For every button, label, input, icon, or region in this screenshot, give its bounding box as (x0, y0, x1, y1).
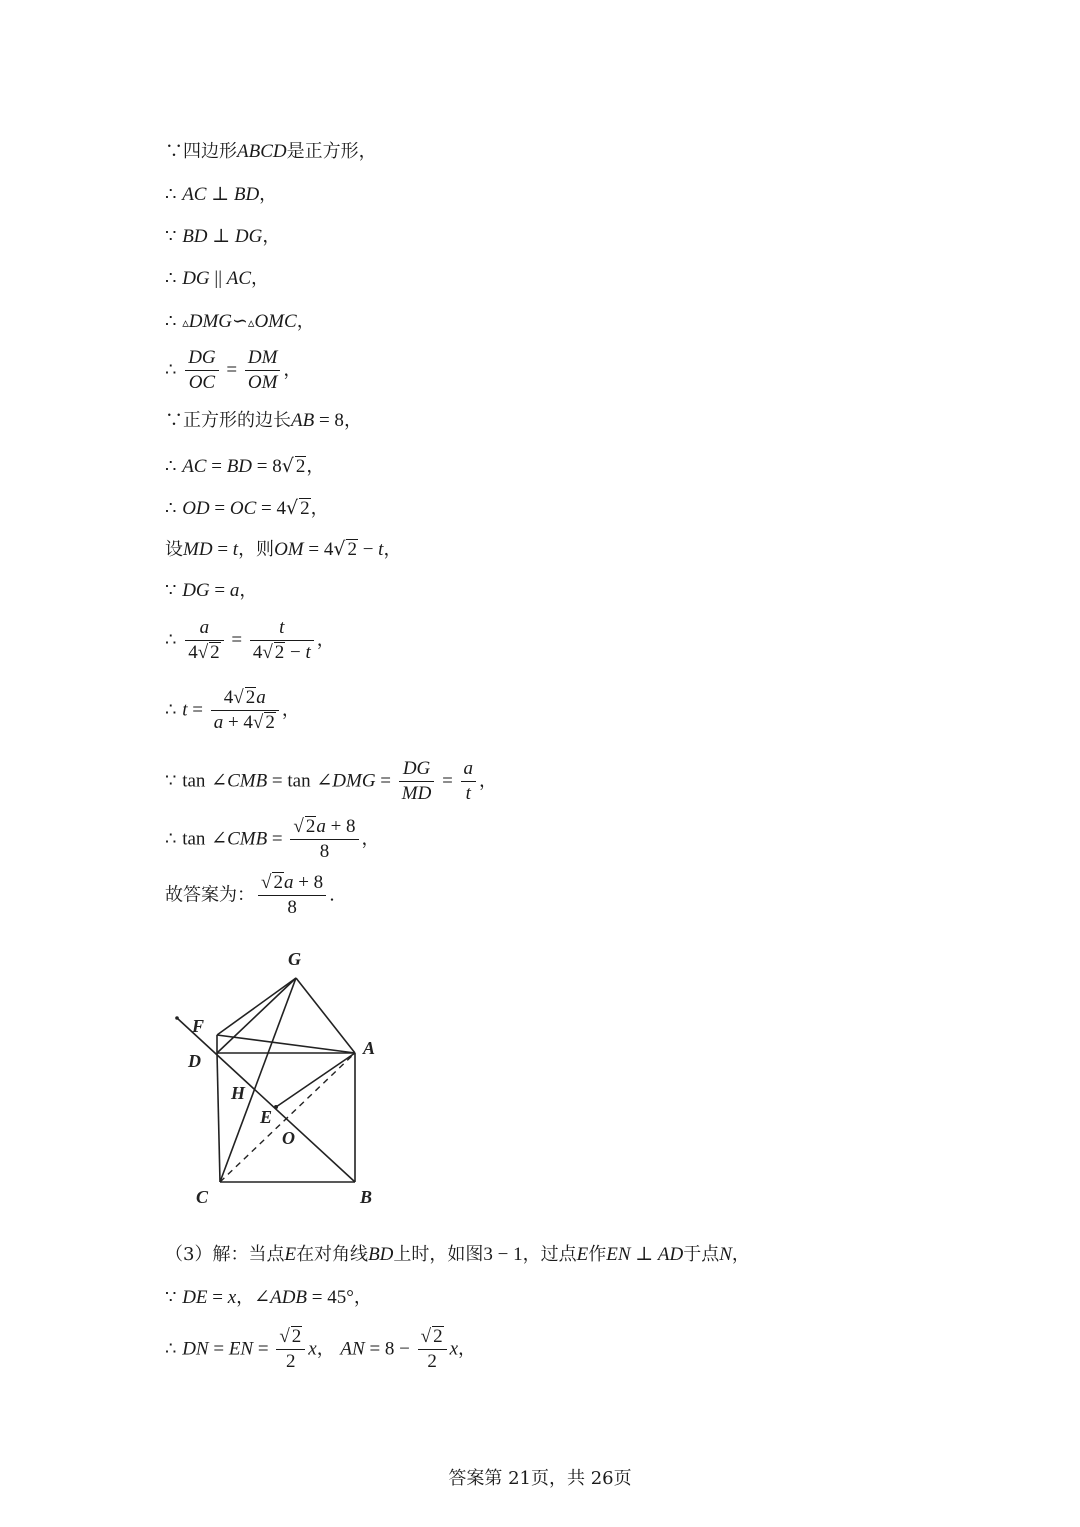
math-op: = (375, 770, 396, 792)
math-var: x (449, 1338, 459, 1360)
line-17 (165, 1243, 750, 1267)
math-var: BD (233, 184, 260, 205)
line-9 (165, 496, 329, 521)
line-11 (165, 579, 257, 603)
math-op: = (253, 1338, 274, 1360)
radical-sign: √ (285, 497, 299, 519)
numerator (258, 871, 326, 896)
math-var: EN (228, 1338, 254, 1360)
text: 是正方形， (286, 141, 377, 162)
text: 上时，如图 (393, 1244, 484, 1265)
therefore-symbol: ∴ (165, 498, 177, 519)
radicand: 2 (295, 456, 306, 477)
math-op: = 4 (303, 539, 334, 560)
math-var: OC (229, 498, 257, 519)
text: 设 (165, 539, 183, 560)
point-F (175, 1016, 179, 1020)
math-var: DG (182, 580, 210, 601)
math-op: = (207, 1287, 228, 1308)
text: ， (310, 498, 329, 519)
text: ， (458, 1338, 477, 1360)
math-var: DG (234, 226, 263, 247)
line-5 (165, 310, 315, 335)
line-13 (165, 686, 300, 735)
math-var: t (232, 539, 239, 560)
math-var: DN (182, 1338, 209, 1360)
math-op: = (267, 828, 288, 850)
math-op: = 4 (256, 498, 286, 519)
therefore-symbol: ∴ (165, 828, 177, 850)
math-op: ⊥ (207, 226, 235, 247)
math-var: OM (274, 539, 304, 560)
segment-GF (217, 978, 296, 1035)
math-var: t (182, 699, 188, 721)
radical-sign: √ (279, 1326, 290, 1347)
fraction (399, 757, 435, 806)
numerator: DG (399, 757, 435, 782)
fraction (258, 871, 326, 920)
math-var: DMG (332, 770, 376, 792)
text: ，过点 (522, 1244, 577, 1265)
math-op: + 4 (223, 712, 253, 733)
math-var: AC (226, 268, 252, 289)
angle-symbol: ∠ (211, 770, 228, 792)
numerator: a (185, 616, 223, 641)
radicand: 2 (274, 642, 285, 663)
label-D: D (188, 1051, 201, 1071)
radicand: 2 (433, 1326, 443, 1347)
line-12 (165, 616, 335, 665)
radicand: 2 (305, 816, 316, 837)
line-14 (165, 757, 497, 806)
math-var: a (213, 712, 224, 733)
angle-symbol: ∠ (316, 770, 333, 792)
text: ， (479, 770, 498, 792)
math-op: + 8 (293, 872, 324, 893)
because-symbol: ∵ (165, 770, 177, 792)
denominator: t (465, 783, 471, 804)
text: ， (343, 410, 362, 431)
fraction (211, 686, 279, 735)
radical-sign: √ (197, 642, 209, 663)
tan-function: tan (182, 828, 206, 850)
because-symbol: ∵ (165, 580, 177, 601)
math-var: t (378, 539, 384, 560)
denominator: 2 (427, 1351, 437, 1372)
radical-sign: √ (262, 642, 273, 663)
text: 在对角线 (296, 1244, 369, 1265)
segment-FB (177, 1018, 355, 1182)
math-var: x (227, 1287, 237, 1308)
math-var: a (229, 580, 240, 601)
triangle-symbol: ▵ (182, 315, 189, 330)
tan-function: tan (287, 770, 311, 792)
label-C: C (196, 1187, 209, 1207)
line-7 (165, 409, 362, 433)
text: ， (731, 1244, 750, 1265)
because-symbol: ∵ (165, 410, 183, 431)
segment-GD (217, 978, 296, 1053)
because-symbol: ∵ (165, 1287, 177, 1308)
tan-function: tan (182, 770, 206, 792)
radical-sign: √ (252, 712, 264, 733)
text: ， (251, 268, 270, 289)
radicand: 2 (300, 498, 310, 519)
fraction (185, 616, 223, 665)
text: 正方形的边长 (183, 410, 291, 431)
text: ， (259, 184, 278, 205)
math-var: AN (340, 1338, 365, 1360)
denominator (185, 641, 223, 665)
text: ， (281, 699, 300, 721)
label-A: A (363, 1038, 376, 1058)
segment-GA (296, 978, 355, 1053)
therefore-symbol: ∴ (165, 629, 177, 651)
segment-GC (220, 978, 296, 1182)
math-op: − (357, 539, 379, 560)
radicand: 2 (210, 642, 220, 663)
page-footer: 答案第 21页，共 26页 (448, 1468, 632, 1489)
therefore-symbol: ∴ (165, 1338, 177, 1360)
math-var: OD (182, 498, 210, 519)
text: ， (296, 311, 315, 332)
math-op: = (209, 498, 230, 519)
math-op: = (187, 699, 208, 721)
math-var: DG (182, 268, 210, 289)
because-symbol: ∵ (165, 141, 183, 162)
math-var: a (256, 687, 266, 708)
line-19 (165, 1325, 476, 1374)
text: ， (316, 1338, 335, 1360)
coef: 4 (223, 687, 234, 708)
angle-symbol: ∠ (211, 828, 228, 850)
line-8 (165, 454, 324, 479)
math-var: a (283, 872, 294, 893)
math-var: x (308, 1338, 317, 1360)
math-op: − (285, 642, 306, 663)
math-var: CMB (227, 770, 268, 792)
triangle-symbol: ▵ (247, 315, 255, 330)
coef: 4 (188, 642, 198, 663)
text: ， (236, 1287, 255, 1308)
similar-symbol: ∽ (232, 311, 248, 332)
text: . (329, 884, 335, 906)
radical-sign: √ (261, 872, 272, 893)
numerator: DM (245, 346, 281, 371)
fraction (418, 1325, 447, 1374)
label-F: F (192, 1016, 205, 1036)
radicand: 2 (273, 872, 283, 893)
numerator (276, 1325, 305, 1350)
math-var: ABCD (237, 141, 287, 162)
math-op: = (212, 539, 233, 560)
math-op: = 8 − (364, 1338, 415, 1360)
radicand: 2 (245, 687, 256, 708)
radical-sign: √ (233, 687, 244, 708)
math-op: = (437, 770, 458, 792)
segment-AE (276, 1053, 355, 1107)
text: 于点 (683, 1244, 720, 1265)
therefore-symbol: ∴ (165, 311, 177, 332)
math-op: = (267, 770, 288, 792)
math-op: || (209, 268, 227, 289)
math-var: N (719, 1244, 732, 1265)
fraction (276, 1325, 305, 1374)
math-op: = 8 (314, 410, 344, 431)
numerator (290, 815, 358, 840)
line-6 (165, 346, 301, 395)
text: 四边形 (183, 141, 237, 162)
because-symbol: ∵ (165, 226, 177, 247)
geometry-figure (160, 940, 400, 1220)
fraction (250, 616, 314, 665)
label-H: H (231, 1083, 246, 1103)
fraction (185, 346, 218, 395)
math-op: ⊥ (206, 184, 234, 205)
math-var: AC (182, 184, 207, 205)
denominator: MD (401, 783, 432, 804)
line-10 (165, 537, 401, 562)
text: ，则 (238, 539, 275, 560)
math-op: = (226, 629, 247, 651)
therefore-symbol: ∴ (165, 268, 177, 289)
numerator: a (461, 757, 477, 782)
math-var: BD (182, 226, 208, 247)
label-O: O (282, 1128, 295, 1148)
radical-sign: √ (293, 816, 304, 837)
denominator: 8 (287, 897, 297, 918)
math-var: BD (368, 1244, 394, 1265)
math-var: AB (291, 410, 315, 431)
radical-sign: √ (420, 1326, 432, 1347)
math-var: a (316, 816, 326, 837)
radicand: 2 (291, 1326, 302, 1347)
numerator (418, 1325, 447, 1350)
text: ， (239, 580, 258, 601)
label-E: E (260, 1107, 273, 1127)
math-op: ⊥ (630, 1244, 658, 1265)
math-op: = 45° (307, 1287, 354, 1308)
text: ， (306, 456, 325, 477)
numerator (211, 686, 279, 711)
label-B: B (360, 1187, 373, 1207)
math-var: ADB (270, 1287, 308, 1308)
math-var: E (284, 1244, 297, 1265)
text: ， (262, 226, 281, 247)
text: 故答案为： (165, 884, 255, 906)
line-3 (165, 225, 280, 249)
denominator: OC (188, 372, 216, 393)
math-var: MD (183, 539, 213, 560)
angle-symbol: ∠ (254, 1287, 271, 1308)
text: ， (361, 828, 380, 850)
radical-sign: √ (333, 538, 346, 560)
denominator: OM (247, 372, 278, 393)
radicand: 2 (347, 539, 357, 560)
label-G: G (288, 949, 301, 969)
math-var: AC (182, 456, 207, 477)
text: ， (383, 539, 402, 560)
math-op: + 8 (325, 816, 356, 837)
math-var: t (305, 642, 311, 663)
math-var: AD (657, 1244, 684, 1265)
therefore-symbol: ∴ (165, 359, 177, 381)
line-1 (165, 140, 377, 164)
text: 作 (588, 1244, 607, 1265)
text: （3）解：当点 (165, 1244, 285, 1265)
text: ， (353, 1287, 372, 1308)
denominator: 2 (286, 1351, 296, 1372)
denominator (211, 711, 279, 735)
math-op: = 8 (252, 456, 282, 477)
coef: 4 (252, 642, 263, 663)
line-4 (165, 267, 269, 291)
radical-sign: √ (281, 455, 294, 477)
math-var: OMC (254, 311, 297, 332)
denominator (250, 641, 314, 665)
math-var: DE (182, 1287, 208, 1308)
denominator: 8 (319, 841, 330, 862)
numerator: DG (185, 346, 218, 371)
fraction (245, 346, 281, 395)
therefore-symbol: ∴ (165, 699, 177, 721)
math-var: BD (226, 456, 253, 477)
line-2 (165, 183, 277, 207)
figure-number: 3 − 1 (483, 1244, 523, 1265)
point-E (274, 1105, 278, 1109)
math-op: = (208, 1338, 229, 1360)
math-var: EN (606, 1244, 631, 1265)
line-15 (165, 815, 380, 864)
segment-DC (217, 1053, 220, 1182)
fraction (461, 757, 477, 806)
therefore-symbol: ∴ (165, 184, 177, 205)
radicand: 2 (265, 712, 275, 733)
numerator: t (250, 616, 314, 641)
line-16 (165, 871, 335, 920)
text: ， (283, 359, 302, 381)
therefore-symbol: ∴ (165, 456, 177, 477)
math-op: = (221, 359, 242, 381)
math-var: E (576, 1244, 589, 1265)
text: ， (316, 629, 335, 651)
math-var: DMG (188, 311, 232, 332)
math-op: = (209, 580, 230, 601)
fraction (290, 815, 358, 864)
math-var: CMB (227, 828, 268, 850)
segment-FA (217, 1035, 355, 1053)
line-18 (165, 1286, 372, 1310)
math-op: = (206, 456, 227, 477)
